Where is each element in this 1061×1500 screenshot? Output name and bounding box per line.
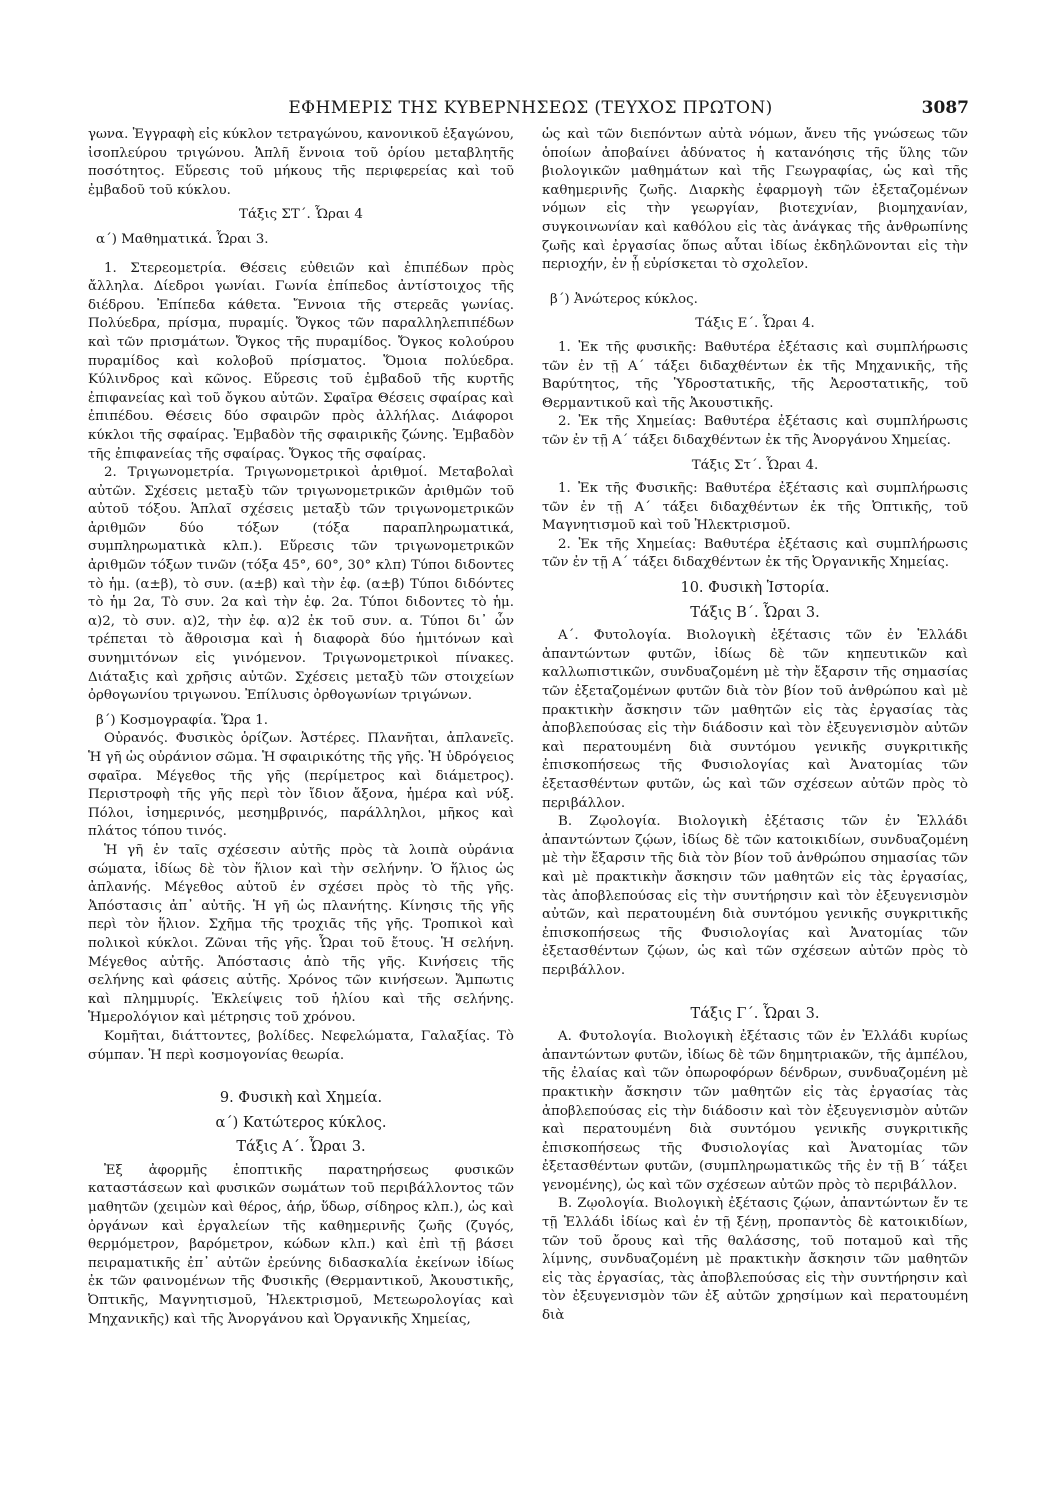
paragraph-st-chemistry: 2. Ἐκ τῆς Χημείας: Βαθυτέρα ἐξέτασις καὶ συμπλήρωσις τῶν ἐν τῇ Α΄ τάξει διδαχθέντων ἐκ τῆς Ὀργανικῆς Χημείας. [542, 536, 968, 571]
heading-taxis-6: Τάξις ΣΤ΄. Ὧραι 4 [239, 207, 363, 223]
heading-taxis-e: Τάξις Ε΄. Ὧραι 4. [695, 316, 815, 332]
paragraph-stereometry: 1. Στερεομετρία. Θέσεις εὐθειῶν καὶ ἐπιπέδων πρὸς ἄλληλα. Δίεδροι γωνίαι. Γωνία ἐπίπεδος ἀντίστοιχος τῆς διέδρου. Ἐπίπεδα κάθετα. Ἔννοια τῆς στερεᾶς γωνίας. Πολύεδρα, πρίσμα, πυραμίς. Ὄγκος τῶν παραλληλεπιπέδων καὶ τῶν πρισμάτων. Ὄγκος τῆς πυραμίδος. Ὄγκος κολούρου πυραμίδος καὶ κολοβοῦ πρίσματος. Ὅμοια πολύεδρα. Κύλινδρος καὶ κῶνος. Εὕρεσις τοῦ ἐμβαδοῦ τῆς κυρτῆς ἐπιφανείας καὶ τοῦ ὄγκου αὐτῶν. Σφαῖρα Θέσεις σφαίρας καὶ ἐπιπέδου. Θέσεις δύο σφαιρῶν πρὸς ἀλλήλας. Διάφοροι κύκλοι τῆς σφαίρας. Ἐμβαδὸν τῆς σφαιρικῆς ζώνης. Ἐμβαδὸν τῆς ἐπιφανείας τῆς σφαίρας. Ὄγκος τῆς σφαίρας. [88, 260, 514, 462]
paragraph-e-chemistry: 2. Ἐκ τῆς Χημείας: Βαθυτέρα ἐξέτασις καὶ συμπλήρωσις τῶν ἐν τῇ Α΄ τάξει διδαχθέντων ἐκ τῆς Ἀνοργάνου Χημείας. [542, 414, 968, 448]
heading-upper-cycle: β΄) Ἀνώτερος κύκλος. [550, 291, 698, 307]
paragraph-cosmography-1: Οὐρανός. Φυσικὸς ὁρίζων. Ἀστέρες. Πλανῆται, ἀπλανεῖς. Ἡ γῆ ὡς οὐράνιον σῶμα. Ἡ σφαιρικότης τῆς γῆς. Ἡ ὑδρόγειος σφαῖρα. Μέγεθος τῆς γῆς (περίμετρος καὶ διάμετρος). Περιστροφὴ τῆς γῆς περὶ τὸν ἴδιον ἄξονα, ἡμέρα καὶ νύξ. Πόλοι, ἰσημερινός, μεσημβρινός, παράλληλοι, μῆκος καὶ πλάτος τόπου τινός. [88, 731, 514, 840]
heading-taxis-b: Τάξις Β΄. Ὧραι 3. [690, 604, 820, 621]
heading-taxis-st: Τάξις Στ΄. Ὧραι 4. [691, 457, 819, 473]
paragraph-laws: ὡς καὶ τῶν διεπόντων αὐτὰ νόμων, ἄνευ τῆς γνώσεως τῶν ὁποίων ἀποβαίνει ἀδύνατος ἡ κατανόησις τῆς ὕλης τῶν βιολογικῶν μαθημάτων καὶ τῆς Γεωγραφίας, ὡς καὶ τῆς καθημερινῆς ζωῆς. Διαρκὴς ἐφαρμογὴ τῶν ἐξεταζομένων νόμων εἰς τὴν γεωργίαν, βιοτεχνίαν, βιομηχανίαν, συγκοινωνίαν καὶ καθόλου εἰς τὰς ἀνάγκας τῆς ἀνθρωπίνης ζωῆς καὶ ἐργασίας ὅπως αὗται ἰδίως ἐκδηλῶνονται εἰς τὴν περιοχήν, ἐν ᾗ εὑρίσκεται τὸ σχολεῖον. [542, 127, 968, 273]
paragraph-physics: Ἐξ ἀφορμῆς ἐποπτικῆς παρατηρήσεως φυσικῶν καταστάσεων καὶ φυσικῶν σωμάτων τοῦ περιβάλλοντος τῶν μαθητῶν (χειμὼν καὶ θέρος, ἀήρ, ὕδωρ, σίδηρος κλπ.), ὡς καὶ ὀργάνων καὶ ἐργαλείων τῆς καθημερινῆς ζωῆς (ζυγός, θερμόμετρον, βαρόμετρον, κώδων κλπ.) καὶ ἐπὶ τῇ βάσει πειραματικῆς ἐπ᾽ αὐτῶν ἐρεύνης διδασκαλία ἐκείνων ἰδίως ἐκ τῶν φαινομένων τῆς Φυσικῆς (Θερμαντικοῦ, Ἀκουστικῆς, Ὀπτικῆς, Μαγνητισμοῦ, Ἠλεκτρισμοῦ, Μετεωρολογίας καὶ Μηχανικῆς) καὶ τῆς Ἀνοργάνου καὶ Ὀργανικῆς Χημείας, [88, 1162, 514, 1327]
paragraph-b-zoology: Β. Ζῳολογία. Βιολογικὴ ἐξέτασις τῶν ἐν Ἑλλάδι ἀπαντώντων ζῴων, ἰδίως δὲ τῶν κατοικιδίων, συνδυαζομένη μὲ τὴν ἔξαρσιν τῆς διὰ τὸν βίον τοῦ ἀνθρώπου σημασίας τῶν καὶ μὲ πρακτικὴν ἄσκησιν τῶν μαθητῶν εἰς τὰς ἐργασίας, τὰς ἀποβλεπούσας εἰς τὴν συντήρησιν καὶ τὸν ἐξευγενισμὸν αὐτῶν, καὶ περατουμένη διὰ συντόμου γενικῆς συγκριτικῆς ἐπισκοπήσεως τῆς Φυσιολογίας καὶ Ἀνατομίας τῶν ἐξετασθέντων ζῴων, ὡς καὶ τῶν σχέσεων αὐτῶν πρὸς τὸ περιβάλλον. [542, 814, 968, 978]
heading-physics-chemistry: 9. Φυσικὴ καὶ Χημεία. [219, 1090, 383, 1107]
paragraph-cosmography-3: Κομῆται, διάττοντες, βολίδες. Νεφελώματα, Γαλαξίας. Τὸ σύμπαν. Ἡ περὶ κοσμογονίας θεωρία. [88, 1028, 514, 1063]
paragraph-geometry-end: γωνα. Ἐγγραφὴ εἰς κύκλον τετραγώνου, κανονικοῦ ἑξαγώνου, ἰσοπλεύρου τριγώνου. Ἁπλῆ ἔννοια τοῦ ὁρίου μεταβλητῆς ποσότητος. Εὕρεσις τοῦ μήκους τῆς περιφερείας καὶ τοῦ ἐμβαδοῦ τοῦ κύκλου. [88, 127, 514, 198]
heading-cosmography: β΄) Κοσμογραφία. Ὥρα 1. [96, 712, 268, 728]
left-column [88, 126, 514, 1466]
paragraph-cosmography-2: Ἡ γῆ ἐν ταῖς σχέσεσιν αὐτῆς πρὸς τὰ λοιπὰ οὐράνια σώματα, ἰδίως δὲ τὸν ἥλιον καὶ τὴν σελήνην. Ὁ ἥλιος ὡς ἀπλανής. Μέγεθος αὐτοῦ ἐν σχέσει πρὸς τὸ τῆς γῆς. Ἀπόστασις ἀπ᾽ αὐτῆς. Ἡ γῆ ὡς πλανήτης. Κίνησις τῆς γῆς περὶ τὸν ἥλιον. Σχῆμα τῆς τροχιᾶς τῆς γῆς. Τροπικοὶ καὶ πολικοὶ κύκλοι. Ζῶναι τῆς γῆς. Ὧραι τοῦ ἔτους. Ἡ σελήνη. Μέγεθος αὐτῆς. Ἀπόστασις ἀπὸ τῆς γῆς. Κινήσεις τῆς σελήνης καὶ φάσεις αὐτῆς. Χρόνος τῶν κινήσεων. Ἄμπωτις καὶ πλημμυρίς. Ἐκλείψεις τοῦ ἡλίου καὶ τῆς σελήνης. Ἡμερολόγιον καὶ μέτρησις τοῦ χρόνου. [88, 842, 514, 1026]
running-title: ΕΦΗΜΕΡΙΣ ΤΗΣ ΚΥΒΕΡΝΗΣΕΩΣ (ΤΕΥΧΟΣ ΠΡΩΤΟΝ) [288, 98, 773, 118]
paragraph-e-physics: 1. Ἐκ τῆς φυσικῆς: Βαθυτέρα ἐξέτασις καὶ συμπλήρωσις τῶν ἐν τῇ Α΄ τάξει διδαχθέντων ἐκ τῆς Μηχανικῆς, τῆς Βαρύτητος, τῆς Ὑδροστατικῆς, τῆς Ἀεροστατικῆς, τοῦ Θερμαντικοῦ καὶ τῆς Ἀκουστικῆς. [542, 339, 968, 411]
heading-natural-history: 10. Φυσικὴ Ἱστορία. [680, 580, 830, 597]
paragraph-g-zoology: Β. Ζῳολογία. Βιολογικὴ ἐξέτασις ζῴων, ἀπαντώντων ἔν τε τῇ Ἑλλάδι ἰδίως καὶ ἐν τῇ ξένῃ, προπαντὸς δὲ κατοικιδίων, τῶν τοῦ ὄρους καὶ τῆς θαλάσσης, τοῦ ποταμοῦ καὶ τῆς λίμνης, συνδυαζομένη μὲ πρακτικὴν ἄσκησιν τῶν μαθητῶν εἰς τὰς ἐργασίας, τὰς ἀποβλεπούσας εἰς τὴν συντήρησιν καὶ τὸν ἐξευγενισμὸν τῶν ἐξ αὐτῶν χρησίμων καὶ περατουμένη διὰ [542, 1196, 968, 1324]
heading-lower-cycle: α΄) Κατώτερος κύκλος. [215, 1114, 387, 1131]
running-head [92, 98, 969, 122]
paragraph-st-physics: 1. Ἐκ τῆς Φυσικῆς: Βαθυτέρα ἐξέτασις καὶ συμπλήρωσις τῶν ἐν τῇ Α΄ τάξει διδαχθέντων ἐκ τῆς Ὀπτικῆς, τοῦ Μαγνητισμοῦ καὶ τοῦ Ἠλεκτρισμοῦ. [542, 481, 968, 534]
paragraph-trigonometry: 2. Τριγωνομετρία. Τριγωνομετρικοὶ ἀριθμοί. Μεταβολαὶ αὐτῶν. Σχέσεις μεταξὺ τῶν τριγωνομετρικῶν ἀριθμῶν τοῦ αὐτοῦ τόξου. Ἁπλαῖ σχέσεις μεταξὺ τῶν τριγωνομετρικῶν ἀριθμῶν δύο τόξων (τόξα παραπληρωματικά, συμπληρωματικὰ κλπ.). Εὕρεσις τῶν τριγωνομετρικῶν ἀριθμῶν τόξων τινῶν (τόξα 45°, 60°, 30° κλπ) Τύποι διδοντες τὸ ἡμ. (α±β), τὸ συν. (α±β) καὶ τὴν ἐφ. (α±β) Τύποι διδόντες τὸ ἡμ 2α, Τὸ συν. 2α καὶ τὴν ἐφ. 2α. Τύποι διδοντες τὸ ἡμ. α)2, τὸ συν. α)2, τὴν ἐφ. α)2 ἐκ τοῦ συν. α. Τύποι δι᾽ ὧν τρέπεται τὸ ἄθροισμα καὶ ἡ διαφορὰ δύο ἡμιτόνων καὶ συνημιτόνων εἰς γινόμενον. Τριγωνομετρικοὶ πίνακες. Διάταξις καὶ χρῆσις αὐτῶν. Σχέσεις μεταξὺ τῶν στοιχείων ὀρθογωνίου τριγωνου. Ἐπίλυσις ὀρθογωνίων τριγώνων. [88, 465, 514, 704]
paragraph-b-botany: Α΄. Φυτολογία. Βιολογικὴ ἐξέτασις τῶν ἐν Ἑλλάδι ἀπαντώντων φυτῶν, ἰδίως δὲ τῶν κηπευτικῶν καὶ καλλωπιστικῶν, συνδυαζομένη μὲ τὴν ἔξαρσιν τῆς σημασίας τῶν ἐξεταζομένων φυτῶν διὰ τὸν βίον τοῦ ἀνθρώπου καὶ μὲ πρακτικὴν ἄσκησιν τῶν μαθητῶν εἰς τὰς ἐργασίας τὰς ἀποβλεπούσας εἰς τὴν διάδοσιν καὶ τὸν ἐξευγενισμὸν αὐτῶν καὶ περατουμένη διὰ συντόμου γενικῆς συγκριτικῆς ἐπισκοπήσεως τῆς Φυσιολογίας καὶ Ἀνατομίας τῶν ἐξετασθέντων φυτῶν, ὡς καὶ τῶν σχέσεων αὐτῶν πρὸς τὸ περιβάλλον. [542, 628, 968, 811]
heading-mathematics: α΄) Μαθηματικά. Ὧραι 3. [96, 231, 269, 247]
page-number: 3087 [921, 98, 969, 118]
paragraph-g-botany: Α. Φυτολογία. Βιολογικὴ ἐξέτασις τῶν ἐν Ἑλλάδι κυρίως ἀπαντώντων φυτῶν, ἰδίως δὲ τῶν δημητριακῶν, τῆς ἀμπέλου, τῆς ἐλαίας καὶ τῶν ὀπωροφόρων δένδρων, συνδυαζομένη μὲ πρακτικὴν ἄσκησιν τῶν μαθητῶν εἰς τὰς ἐργασίας τὰς ἀποβλεπούσας εἰς τὴν διάδοσιν καὶ τὸν ἐξευγενισμὸν αὐτῶν καὶ περατουμένη διὰ συντόμου γενικῆς συγκριτικῆς ἐπισκοπήσεως τῆς Φυσιολογίας καὶ Ἀνατομίας τῶν ἐξετασθέντων φυτῶν, (συμπληρωματικῶς τῆς ἐν τῇ Β΄ τάξει γενομένης), ὡς καὶ τῶν σχέσεων αὐτῶν πρὸς τὸ περιβάλλον. [542, 1029, 968, 1193]
heading-taxis-g: Τάξις Γ΄. Ὧραι 3. [690, 1005, 820, 1022]
right-column [542, 126, 968, 1466]
heading-taxis-a: Τάξις Α΄. Ὧραι 3. [236, 1139, 366, 1156]
